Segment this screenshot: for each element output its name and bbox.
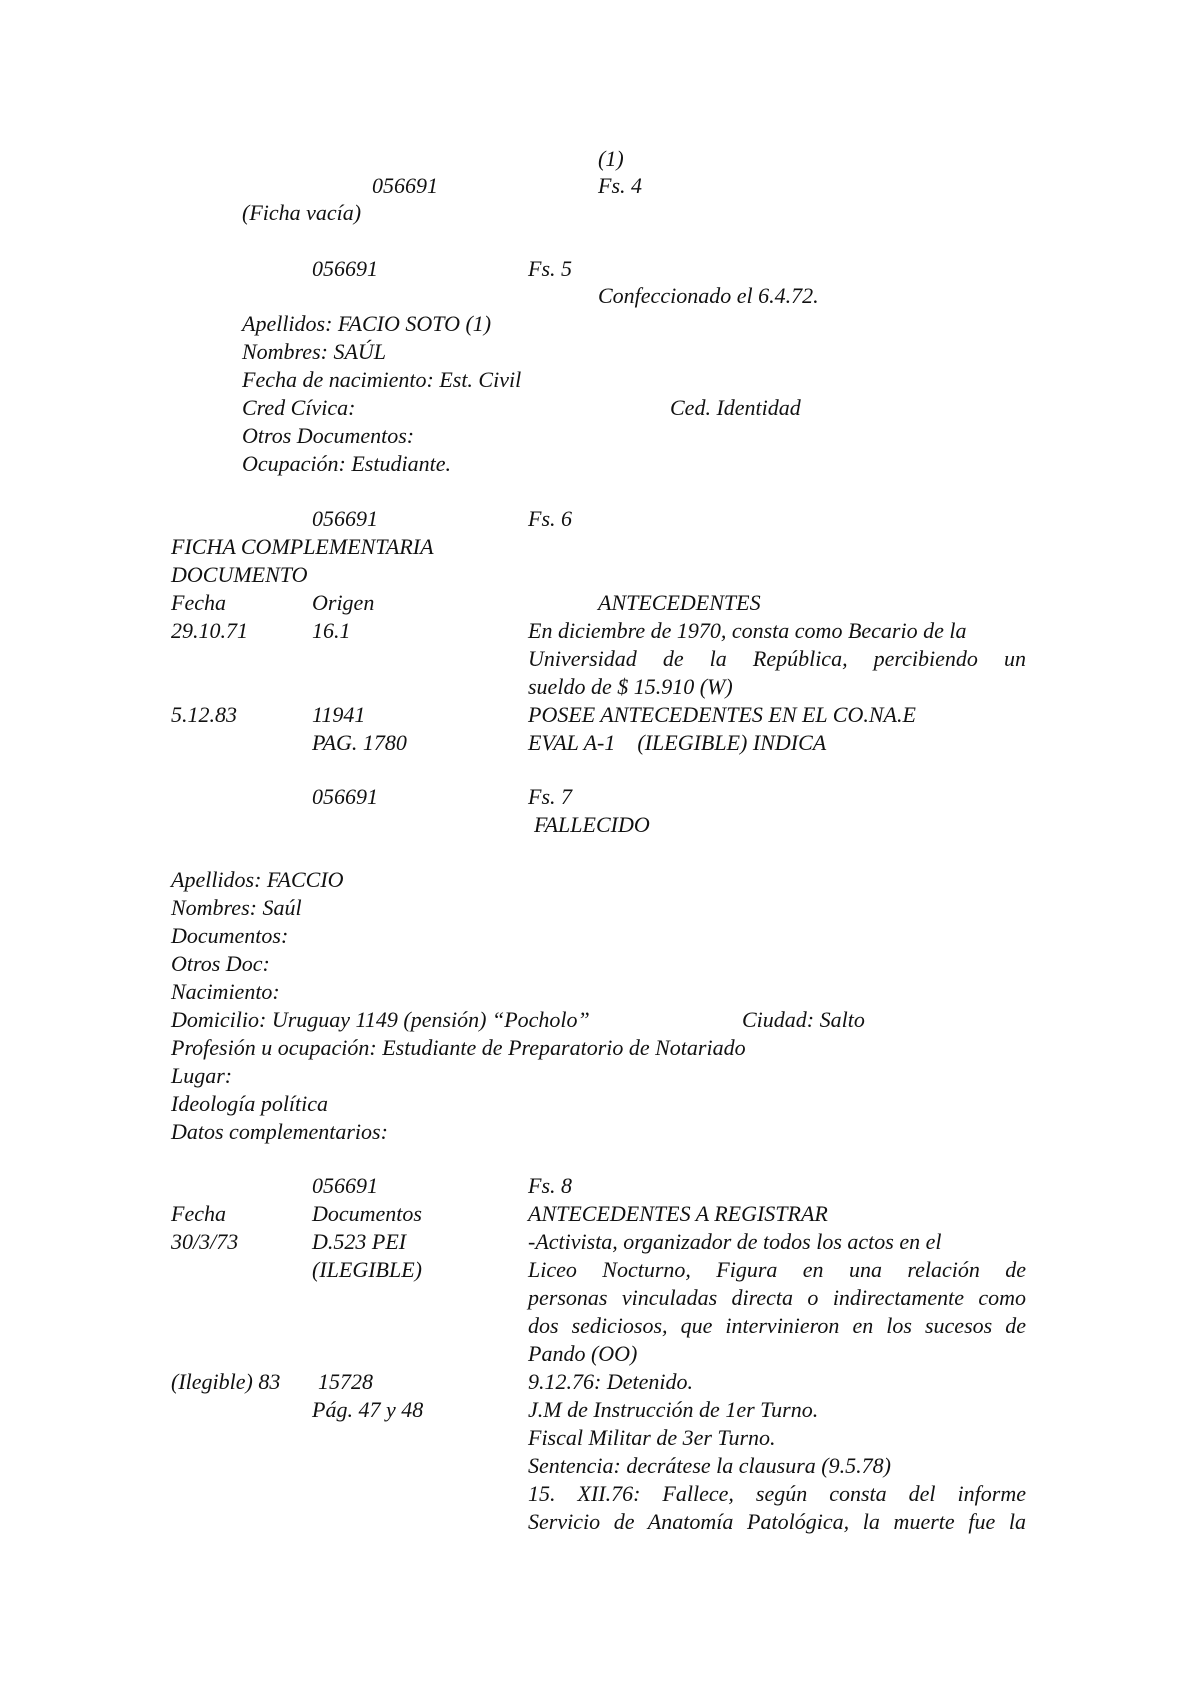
section-title: FICHA COMPLEMENTARIA [171,534,434,559]
footnote-marker: (1) [598,146,624,171]
folio-label: Fs. 8 [528,1173,572,1198]
column-header-antecedents: ANTECEDENTES [598,590,761,615]
birth-field: Nacimiento: [171,979,280,1004]
other-documents-field: Otros Doc: [171,951,270,976]
antecedent-line: Universidad de la República, percibiendo un [528,646,1026,671]
antecedent-line: 15. XII.76: Fallece, según consta del informe [528,1481,1026,1506]
antecedent-line: POSEE ANTECEDENTES EN EL CO.NA.E [528,702,916,727]
deceased-status: FALLECIDO [534,812,650,837]
row-document-page: Pág. 47 y 48 [312,1397,424,1422]
identity-card-field: Ced. Identidad [670,395,801,420]
surnames-field: Apellidos: FACIO SOTO (1) [242,311,492,336]
political-ideology-field: Ideología política [171,1091,329,1116]
names-field: Nombres: SAÚL [242,339,387,364]
civic-credential-field: Cred Cívica: [242,395,356,420]
folio-label: Fs. 4 [598,173,642,198]
surnames-field: Apellidos: FACCIO [171,867,344,892]
address-field: Domicilio: Uruguay 1149 (pensión) “Pocholo” [171,1007,590,1032]
column-header-antecedents: ANTECEDENTES A REGISTRAR [528,1201,828,1226]
city-field: Ciudad: Salto [742,1007,865,1032]
antecedent-line: -Activista, organizador de todos los actos en el [528,1229,942,1254]
column-header-documents: Documentos [312,1201,422,1226]
antecedent-line: EVAL A-1 (ILEGIBLE) INDICA [528,730,827,755]
row-date: 30/3/73 [171,1229,239,1254]
folio-label: Fs. 7 [528,784,572,809]
row-date: (Ilegible) 83 [171,1369,281,1394]
section-subtitle: DOCUMENTO [171,562,308,587]
antecedent-line: En diciembre de 1970, consta como Becario de la [528,618,967,643]
file-number: 056691 [372,173,438,198]
row-document: 15728 [318,1369,373,1394]
antecedent-line: Fiscal Militar de 3er Turno. [528,1425,776,1450]
other-documents-field: Otros Documentos: [242,423,415,448]
row-document: D.523 PEI [312,1229,407,1254]
antecedent-line: Sentencia: decrátese la clausura (9.5.78) [528,1453,891,1478]
file-number: 056691 [312,256,378,281]
row-document-note: (ILEGIBLE) [312,1257,422,1282]
column-header-origin: Origen [312,590,375,615]
creation-date: Confeccionado el 6.4.72. [598,283,819,308]
folio-label: Fs. 5 [528,256,572,281]
complementary-data-field: Datos complementarios: [171,1119,388,1144]
row-date: 5.12.83 [171,702,237,727]
row-date: 29.10.71 [171,618,248,643]
antecedent-line: dos sediciosos, que intervinieron en los sucesos de [528,1313,1026,1338]
antecedent-line: sueldo de $ 15.910 (W) [528,674,733,699]
birth-date-field: Fecha de nacimiento: Est. Civil [242,367,522,392]
antecedent-line: 9.12.76: Detenido. [528,1369,693,1394]
occupation-field: Ocupación: Estudiante. [242,451,451,476]
antecedent-line: J.M de Instrucción de 1er Turno. [528,1397,819,1422]
file-number: 056691 [312,784,378,809]
documents-field: Documentos: [171,923,289,948]
row-origin: 11941 [312,702,366,727]
file-number: 056691 [312,506,378,531]
row-origin-page: PAG. 1780 [312,730,407,755]
file-number: 056691 [312,1173,378,1198]
names-field: Nombres: Saúl [171,895,302,920]
antecedent-line: Servicio de Anatomía Patológica, la muerte fue la [528,1509,1026,1534]
antecedent-line: Pando (OO) [528,1341,638,1366]
empty-record-note: (Ficha vacía) [242,200,362,225]
place-field: Lugar: [171,1063,233,1088]
profession-field: Profesión u ocupación: Estudiante de Preparatorio de Notariado [171,1035,746,1060]
column-header-date: Fecha [171,590,226,615]
antecedent-line: personas vinculadas directa o indirectamente como [528,1285,1026,1310]
column-header-date: Fecha [171,1201,226,1226]
antecedent-line: Liceo Nocturno, Figura en una relación de [528,1257,1026,1282]
row-origin: 16.1 [312,618,351,643]
folio-label: Fs. 6 [528,506,572,531]
